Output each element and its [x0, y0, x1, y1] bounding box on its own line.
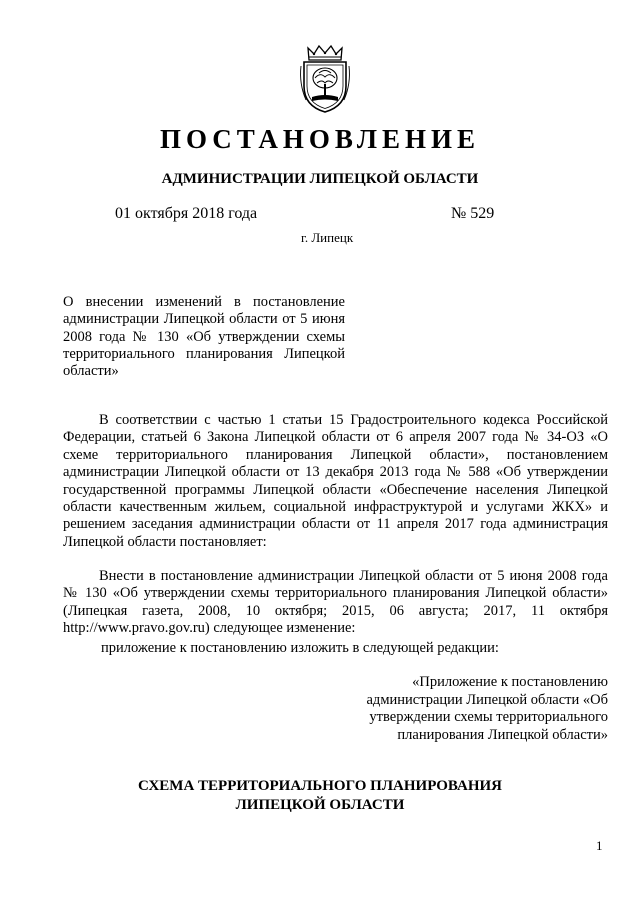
document-city: г. Липецк [301, 230, 354, 245]
appendix-note-line: утверждении схемы территориального [369, 709, 608, 725]
section-title-line: ЛИПЕЦКОЙ ОБЛАСТИ [235, 797, 405, 813]
appendix-note-line: планирования Липецкой области» [397, 726, 608, 743]
body-paragraph-1: В соответствии с частью 1 статьи 15 Градостроительного кодекса Российской Федерации, статьей 6 Закона Липецкой области от 6 апреля 2007 года № 34-ОЗ «О схеме территориального планирования Липецкой области», постановлением администрации Липецкой области от 13 декабря 2013 года № 588 «Об утверждении государственной программы Липецкой области «Обеспечение населения Липецкой области качественным жильем, социальной инфраструктурой и услугами ЖКХ» и решением заседания администрации области от 11 апреля 2017 года администрация Липецкой области постановляет: [63, 412, 608, 550]
document-subject: О внесении изменений в постановление администрации Липецкой области от 5 июня 2008 года № 130 «Об утверждении схемы территориального планирования Липецкой области» [63, 294, 345, 380]
section-title-line: СХЕМА ТЕРРИТОРИАЛЬНОГО ПЛАНИРОВАНИЯ [138, 778, 502, 794]
appendix-note-line: «Приложение к постановлению [412, 674, 608, 690]
coat-of-arms-icon [298, 44, 352, 114]
document-subtitle: АДМИНИСТРАЦИИ ЛИПЕЦКОЙ ОБЛАСТИ [161, 171, 479, 187]
document-title: ПОСТАНОВЛЕНИЕ [159, 124, 481, 154]
section-title [0, 777, 640, 815]
body-paragraph-2: Внести в постановление администрации Липецкой области от 5 июня 2008 года № 130 «Об утверждении схемы территориального планирования Липецкой области» (Липецкая газета, 2008, 10 октября; 2015, 06 августа; 2017, 11 октября http://www.pravo.gov.ru) следующее изменение: [63, 568, 608, 637]
document-number: № 529 [451, 205, 495, 222]
body-paragraph-3: приложение к постановлению изложить в следующей редакции: [101, 640, 499, 656]
document-date: 01 октября 2018 года [115, 205, 258, 222]
page-number: 1 [596, 838, 603, 853]
appendix-note [340, 674, 608, 744]
appendix-note-line: администрации Липецкой области «Об [366, 691, 608, 708]
